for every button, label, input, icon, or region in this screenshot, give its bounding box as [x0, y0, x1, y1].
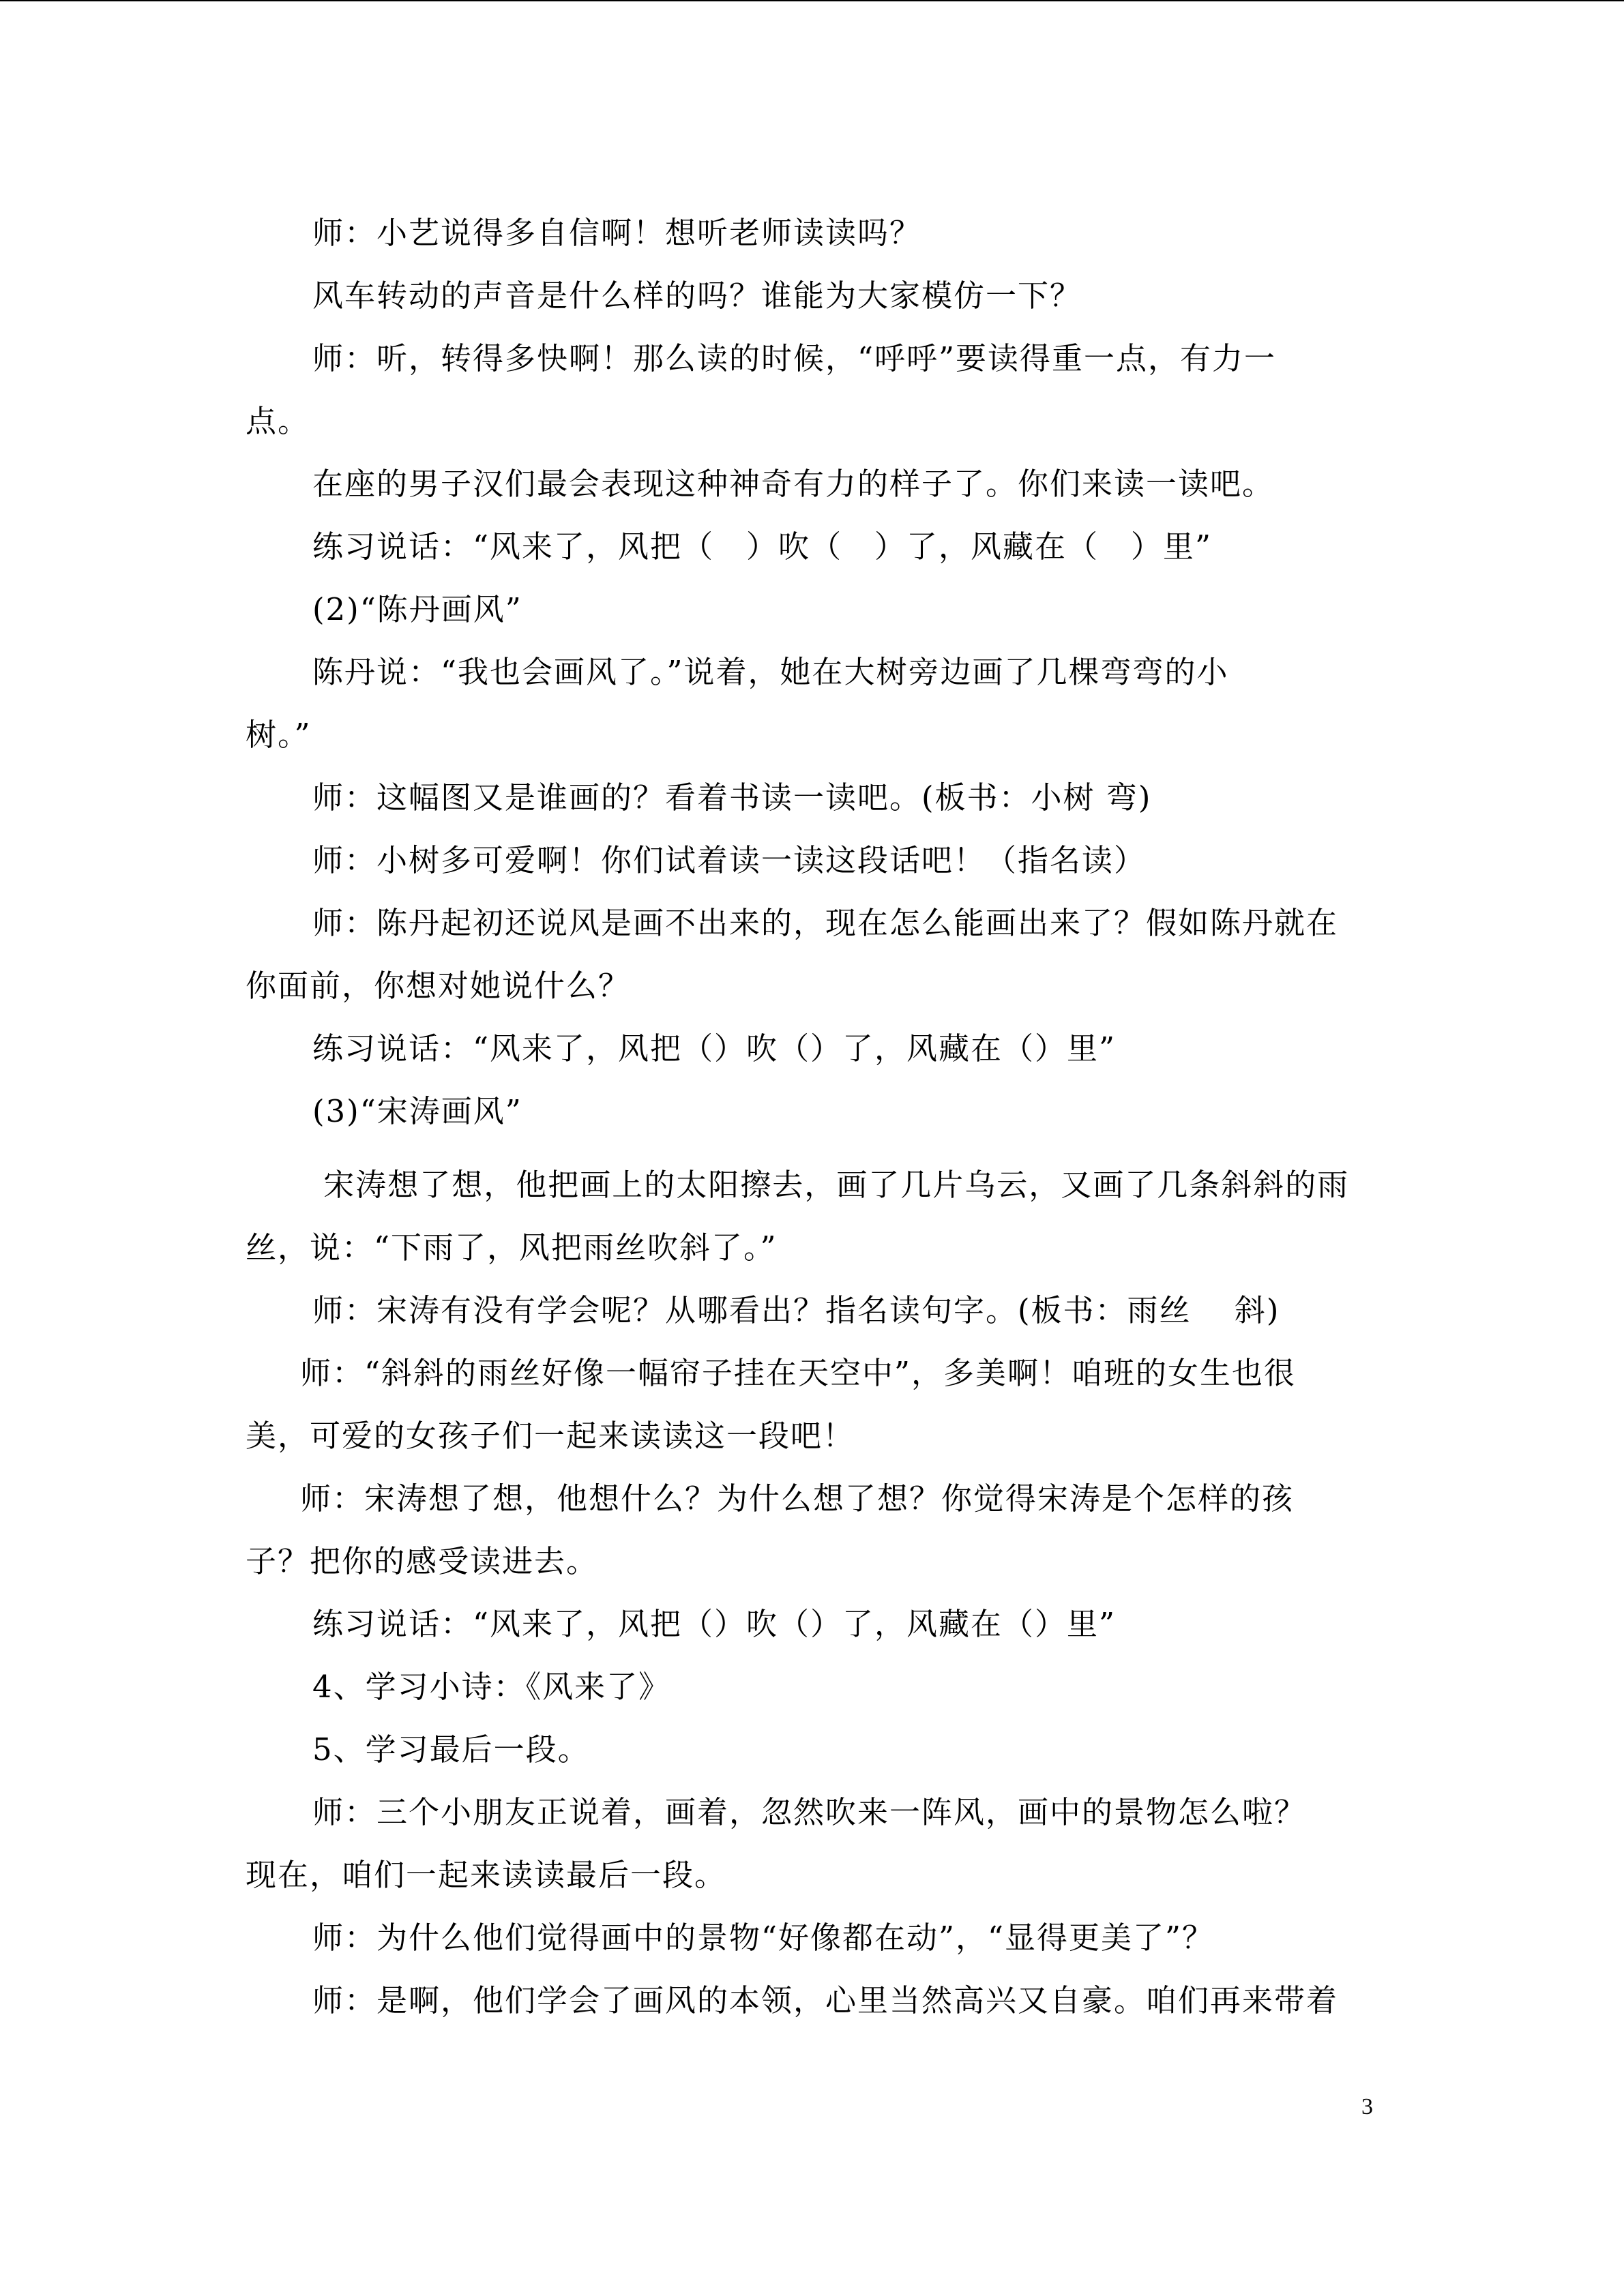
text-line: 师：小艺说得多自信啊！想听老师读读吗？: [312, 215, 922, 251]
page-number: 3: [1361, 2094, 1373, 2119]
text-line: 师：三个小朋友正说着，画着，忽然吹来一阵风，画中的景物怎么啦？: [312, 1794, 1307, 1830]
text-line: 师：是啊，他们学会了画风的本领，心里当然高兴又自豪。咱们再来带着: [312, 1982, 1339, 2018]
text-line: 师：宋涛有没有学会呢？从哪看出？指名读句字。(板书：雨丝 斜): [312, 1292, 1280, 1328]
text-line: 师：“斜斜的雨丝好像一幅帘子挂在天空中”，多美啊！咱班的女生也很: [300, 1355, 1297, 1391]
text-line: 宋涛想了想，他把画上的太阳擦去，画了几片乌云，又画了几条斜斜的雨: [312, 1167, 1350, 1203]
text-line: 练习说话：“风来了，风把（）吹（）了，风藏在（）里”: [312, 1606, 1117, 1642]
text-line: 师：小树多可爱啊！你们试着读一读这段话吧！（指名读）: [312, 842, 1147, 878]
text-line: 练习说话：“风来了，风把（ ）吹（ ）了，风藏在（ ）里”: [312, 528, 1213, 565]
section-heading: (2)“陈丹画风”: [312, 591, 522, 627]
text-line: 师：陈丹起初还说风是画不出来的，现在怎么能画出来了？假如陈丹就在: [312, 905, 1339, 941]
section-heading: (3)“宋涛画风”: [312, 1093, 522, 1129]
text-line: 在座的男子汉们最会表现这种神奇有力的样子了。你们来读一读吧。: [312, 466, 1275, 502]
text-line: 子？把你的感受读进去。: [246, 1543, 599, 1579]
section-heading: 5、学习最后一段。: [312, 1731, 590, 1768]
text-line: 风车转动的声音是什么样的吗？谁能为大家模仿一下？: [312, 278, 1082, 314]
text-line: 练习说话：“风来了，风把（）吹（）了，风藏在（）里”: [312, 1030, 1117, 1067]
text-line: 师：听，转得多快啊！那么读的时候，“呼呼”要读得重一点，有力一: [312, 340, 1277, 376]
section-heading: 4、学习小诗：《风来了》: [312, 1669, 671, 1705]
text-line: 现在，咱们一起来读读最后一段。: [246, 1857, 727, 1893]
text-line: 树。”: [246, 717, 312, 753]
text-line: 陈丹说：“我也会画风了。”说着，她在大树旁边画了几棵弯弯的小: [312, 654, 1229, 690]
text-line: 师：宋涛想了想，他想什么？为什么想了想？你觉得宋涛是个怎样的孩: [300, 1480, 1295, 1517]
text-line: 丝，说：“下雨了，风把雨丝吹斜了。”: [246, 1229, 778, 1266]
text-line: 点。: [246, 403, 310, 439]
text-line: 师：为什么他们觉得画中的景物“好像都在动”，“显得更美了”？: [312, 1920, 1215, 1956]
text-line: 师：这幅图又是谁画的？看着书读一读吧。(板书：小树 弯): [312, 779, 1152, 816]
text-line: 你面前，你想对她说什么？: [246, 968, 631, 1004]
text-line: 美，可爱的女孩子们一起来读读这一段吧！: [246, 1418, 855, 1454]
